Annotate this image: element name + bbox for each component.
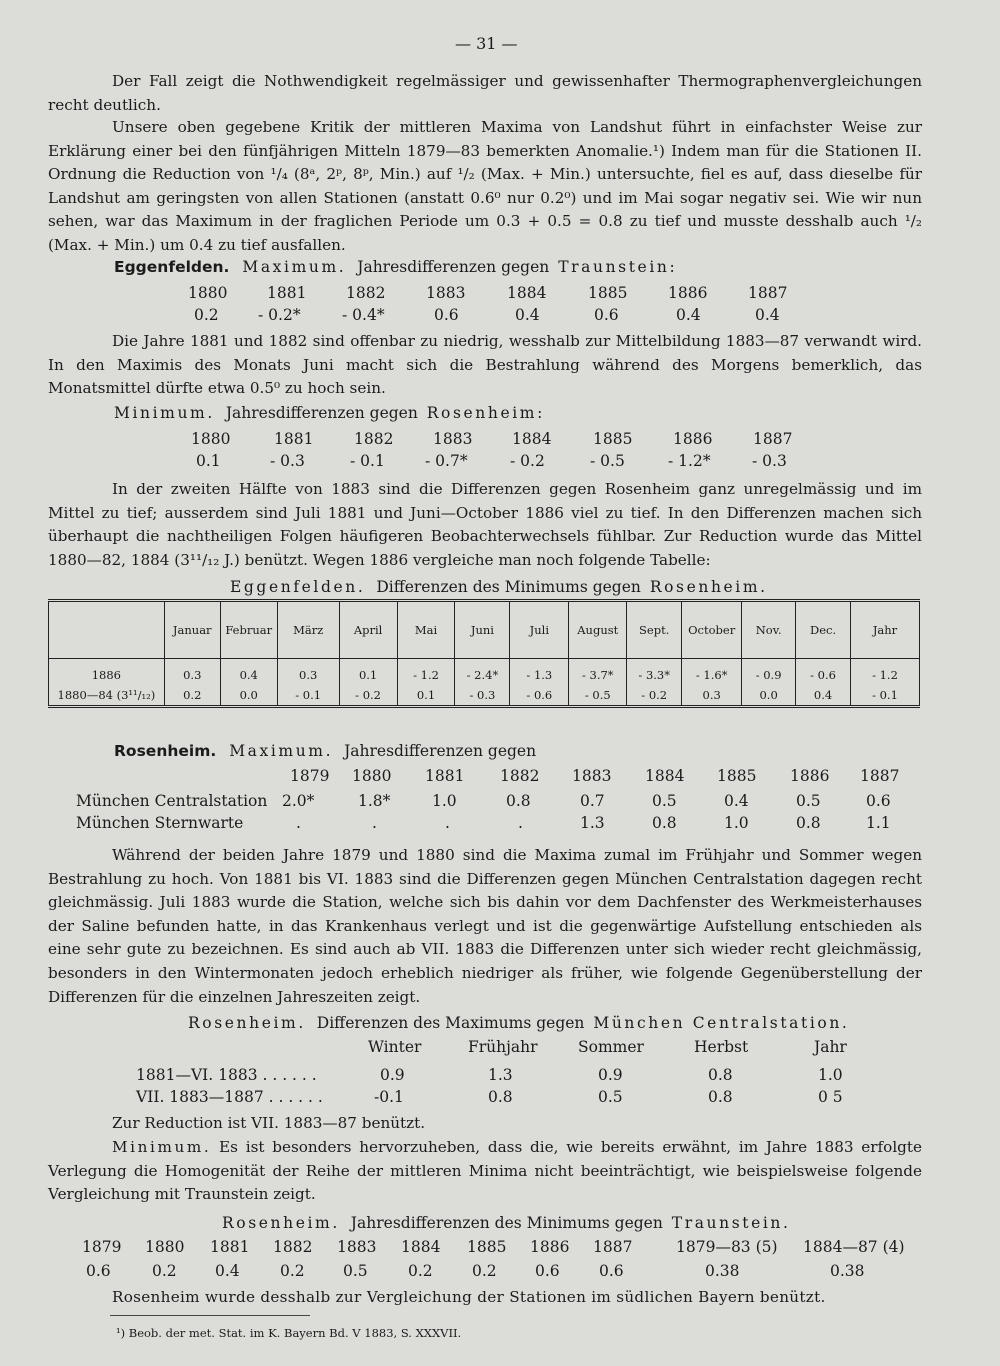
value-cell: . <box>296 814 301 832</box>
table-row <box>49 659 920 686</box>
year-cell: 1887 <box>748 284 788 302</box>
value-cell: 0.2 <box>194 306 219 324</box>
year-cell: 1884 <box>645 767 685 785</box>
value-cell: 0.6 <box>86 1262 111 1280</box>
value-cell: - 1.2* <box>668 452 711 470</box>
value-cell: 0.6 <box>599 1262 624 1280</box>
caption-text: Differenzen des Minimums gegen <box>376 578 641 596</box>
value-cell: 0.6 <box>594 306 619 324</box>
paragraph-2: Unsere oben gegebene Kritik der mittleren Maxima von Landshut führt in einfachster Weise zur Erklärung einer bei den fünfjährigen Mitteln 1879—83 bemerkten Anomalie.¹) Indem man für die Stationen II. Ordnung die Reduction von ¹/₄ (8ᵃ, 2ᵖ, 8ᵖ, Min.) auf ¹/₂ (Max. + Min.) untersuchte, fiel es auf, dass dieselbe für Landshut am geringsten von allen Stationen (anstatt 0.6⁰ nur 0.2⁰) und im Mai sogar negativ sei. Wie wir nun sehen, war das Maximum in der fraglichen Periode um 0.3 + 0.5 = 0.8 zu tief und musste desshalb auch ¹/₂ (Max. + Min.) um 0.4 zu tief ausfallen. <box>48 118 922 254</box>
column-header: April <box>339 602 397 659</box>
table-cell: 0.3 <box>164 659 220 686</box>
row-label: München Centralstation <box>76 792 268 810</box>
year-cell: 1881 <box>210 1238 250 1256</box>
value-cell: 0.8 <box>652 814 677 832</box>
column-header: Januar <box>164 602 220 659</box>
year-cell: 1887 <box>753 430 793 448</box>
value-cell: - 0.7* <box>425 452 468 470</box>
value-cell: 0.5 <box>796 792 821 810</box>
column-header: August <box>569 602 627 659</box>
table-cell: 0.1 <box>339 659 397 686</box>
year-cell: 1885 <box>717 767 757 785</box>
value-cell: . <box>372 814 377 832</box>
row-label: München Sternwarte <box>76 814 244 832</box>
page-number: — 31 — <box>455 34 518 53</box>
year-cell: 1884 <box>507 284 547 302</box>
year-cell: 1883 <box>337 1238 377 1256</box>
value-cell: - 0.2* <box>258 306 301 324</box>
value-cell: 1.0 <box>818 1066 843 1084</box>
value-cell: 0.5 <box>652 792 677 810</box>
station-name: Rosenheim. <box>114 742 217 760</box>
value-cell: 0.5 <box>343 1262 368 1280</box>
table-row <box>49 685 920 707</box>
value-cell: 0.9 <box>598 1066 623 1084</box>
value-cell: 0.4 <box>724 792 749 810</box>
value-cell: 0.9 <box>380 1066 405 1084</box>
year-cell: 1883 <box>426 284 466 302</box>
row-label: 1886 <box>49 659 165 686</box>
column-header: Frühjahr <box>468 1038 538 1056</box>
value-cell: 0.2 <box>472 1262 497 1280</box>
year-cell: 1882 <box>346 284 386 302</box>
measure-kind: Minimum. <box>112 1138 212 1156</box>
row-label: VII. 1883—1887 . . . . . . <box>136 1088 323 1106</box>
year-cell: 1881 <box>425 767 465 785</box>
column-header: Juni <box>455 602 510 659</box>
paragraph-7-text: Es ist besonders hervorzuheben, dass die, wie bereits erwähnt, im Jahre 1883 erfolgte Verlegung die Homogenität der Reihe der mittleren Minima nicht beeinträchtigt, wie beispielsweise folgende Vergleichung mit Traunstein zeigt. <box>48 1138 922 1204</box>
row-label: 1881—VI. 1883 . . . . . . <box>136 1066 317 1084</box>
table-cell: - 0.2 <box>339 685 397 707</box>
table-cell: - 0.9 <box>742 659 796 686</box>
table-cell: 0.2 <box>164 685 220 707</box>
table-header-row <box>49 602 920 659</box>
footnote: ¹) Beob. der met. Stat. im K. Bayern Bd. V 1883, S. XXXVII. <box>116 1326 462 1340</box>
column-header: Dec. <box>796 602 851 659</box>
value-cell: 1.0 <box>432 792 457 810</box>
station-name: Rosenheim. <box>188 1014 306 1032</box>
year-cell: 1884 <box>512 430 552 448</box>
value-cell: 0.8 <box>708 1066 733 1084</box>
value-cell: 1.3 <box>580 814 605 832</box>
value-cell: . <box>445 814 450 832</box>
reference-station: Traunstein. <box>671 1214 791 1232</box>
year-cell: 1882 <box>500 767 540 785</box>
value-cell: 0.2 <box>152 1262 177 1280</box>
paragraph-3: Die Jahre 1881 und 1882 sind offenbar zu niedrig, wesshalb zur Mittelbildung 1883—87 verwandt wird. In den Maximis des Monats Juni macht sich die Bestrahlung während des Morgens bemerklich, das Monatsmittel dürfte etwa 0.5⁰ zu hoch sein. <box>48 332 922 398</box>
season-table-caption <box>188 1014 849 1032</box>
column-header: Mai <box>397 602 455 659</box>
year-cell: 1886 <box>668 284 708 302</box>
value-cell: 0.2 <box>408 1262 433 1280</box>
column-header: März <box>277 602 339 659</box>
value-cell: 0.38 <box>705 1262 740 1280</box>
heading-text: Jahresdifferenzen gegen <box>225 404 418 422</box>
measure-kind: Maximum. <box>242 258 347 276</box>
year-cell: 1879 <box>82 1238 122 1256</box>
value-cell: 0.2 <box>280 1262 305 1280</box>
table-cell: - 0.2 <box>627 685 682 707</box>
value-cell: 1.8* <box>358 792 391 810</box>
reference-station: Rosenheim. <box>649 578 768 596</box>
year-cell: 1880 <box>145 1238 185 1256</box>
value-cell: 0.8 <box>708 1088 733 1106</box>
table-cell: - 0.3 <box>455 685 510 707</box>
column-header: Juli <box>510 602 569 659</box>
reference-station: München Centralstation. <box>593 1014 850 1032</box>
table-cell: 0.4 <box>220 659 277 686</box>
year-cell: 1881 <box>267 284 307 302</box>
table-cell: - 0.1 <box>851 685 920 707</box>
table-cell: 0.1 <box>397 685 455 707</box>
value-cell: - 0.1 <box>350 452 385 470</box>
value-cell: - 0.3 <box>270 452 305 470</box>
table-cell: - 1.2 <box>851 659 920 686</box>
year-cell: 1887 <box>860 767 900 785</box>
year-cell: 1885 <box>467 1238 507 1256</box>
value-cell: 0.38 <box>830 1262 865 1280</box>
year-cell: 1880 <box>188 284 228 302</box>
column-header: Nov. <box>742 602 796 659</box>
column-header: Jahr <box>814 1038 847 1056</box>
caption-text: Jahresdifferenzen des Minimums gegen <box>350 1214 663 1232</box>
table-cell: - 3.7* <box>569 659 627 686</box>
year-cell: 1886 <box>673 430 713 448</box>
year-cell: 1881 <box>274 430 314 448</box>
column-header <box>49 602 165 659</box>
value-cell: 2.0* <box>282 792 315 810</box>
paragraph-7 <box>48 1136 922 1207</box>
value-cell: 0.4 <box>515 306 540 324</box>
eggenfelden-max-heading <box>114 258 677 276</box>
measure-kind: Maximum. <box>229 742 334 760</box>
table-cell: 0.4 <box>796 685 851 707</box>
table-cell: - 2.4* <box>455 659 510 686</box>
reference-station: Rosenheim: <box>426 404 545 422</box>
paragraph-6: Zur Reduction ist VII. 1883—87 benützt. <box>112 1114 426 1132</box>
value-cell: 1.0 <box>724 814 749 832</box>
value-cell: 0.8 <box>796 814 821 832</box>
monthly-table-caption <box>230 578 768 596</box>
value-cell: 0.5 <box>598 1088 623 1106</box>
paragraph-4: In der zweiten Hälfte von 1883 sind die Differenzen gegen Rosenheim ganz unregelmässig und im Mittel zu tief; ausserdem sind Juli 1881 und Juni—October 1886 viel zu tief. In den Differenzen machen sich überhaupt die nachtheiligen Folgen häufigeren Beobachterwechsels fühlbar. Zur Reduction wurde das Mittel 1880—82, 1884 (3¹¹/₁₂ J.) benützt. Wegen 1886 vergleiche man noch folgende Tabelle: <box>48 480 922 569</box>
value-cell: - 0.4* <box>342 306 385 324</box>
table-cell: - 0.6 <box>796 659 851 686</box>
heading-text: Jahresdifferenzen gegen <box>357 258 550 276</box>
value-cell: -0.1 <box>374 1088 404 1106</box>
year-cell: 1885 <box>588 284 628 302</box>
table-cell: - 1.2 <box>397 659 455 686</box>
year-cell: 1883 <box>572 767 612 785</box>
year-cell: 1880 <box>191 430 231 448</box>
value-cell: 0.4 <box>676 306 701 324</box>
table-cell: 0.3 <box>277 659 339 686</box>
eggenfelden-min-heading <box>114 404 545 422</box>
station-name: Rosenheim. <box>222 1214 340 1232</box>
year-cell: 1882 <box>354 430 394 448</box>
measure-kind: Minimum. <box>114 404 215 422</box>
table-cell: - 0.5 <box>569 685 627 707</box>
value-cell: 0.6 <box>866 792 891 810</box>
value-cell: 0.4 <box>755 306 780 324</box>
table-cell: - 0.1 <box>277 685 339 707</box>
rosenheim-max-heading <box>114 742 536 760</box>
rosenheim-min-caption <box>222 1214 791 1232</box>
value-cell: - 0.2 <box>510 452 545 470</box>
value-cell: . <box>518 814 523 832</box>
table-cell: - 1.3 <box>510 659 569 686</box>
column-header: Winter <box>368 1038 422 1056</box>
year-cell: 1883 <box>433 430 473 448</box>
heading-text: Jahresdifferenzen gegen <box>344 742 537 760</box>
column-header: October <box>682 602 742 659</box>
year-cell: 1884—87 (4) <box>803 1238 905 1256</box>
paragraph-5: Während der beiden Jahre 1879 und 1880 sind die Maxima zumal im Frühjahr und Sommer wegen Bestrahlung zu hoch. Von 1881 bis VI. 1883 sind die Differenzen gegen München Centralstation dagegen recht gleichmässig. Juli 1883 wurde die Station, welche sich bis dahin vor dem Dachfenster des Werkmeisterhauses der Saline befunden hatte, in das Krankenhaus verlegt und ist die gegenwärtige Aufstellung entschieden als eine sehr gute zu bezeichnen. Es sind auch ab VII. 1883 die Differenzen unter sich wieder recht gleichmässig, besonders in den Wintermonaten jedoch erheblich niedriger als früher, wie folgende Gegenüberstellung der Differenzen für die einzelnen Jahreszeiten zeigt. <box>48 846 922 1006</box>
year-cell: 1886 <box>530 1238 570 1256</box>
caption-text: Differenzen des Maximums gegen <box>316 1014 585 1032</box>
value-cell: 1.3 <box>488 1066 513 1084</box>
column-header: Jahr <box>851 602 920 659</box>
table-cell: - 1.6* <box>682 659 742 686</box>
year-cell: 1885 <box>593 430 633 448</box>
value-cell: - 0.3 <box>752 452 787 470</box>
year-cell: 1879—83 (5) <box>676 1238 778 1256</box>
column-header: Sommer <box>578 1038 644 1056</box>
year-cell: 1879 <box>290 767 330 785</box>
value-cell: 0.6 <box>535 1262 560 1280</box>
value-cell: 0.1 <box>196 452 221 470</box>
year-cell: 1882 <box>273 1238 313 1256</box>
value-cell: 0.4 <box>215 1262 240 1280</box>
row-label: 1880—84 (3¹¹/₁₂) <box>49 685 165 707</box>
year-cell: 1880 <box>352 767 392 785</box>
table-cell: 0.3 <box>682 685 742 707</box>
value-cell: 0.7 <box>580 792 605 810</box>
table-cell: 0.0 <box>742 685 796 707</box>
table-cell: - 0.6 <box>510 685 569 707</box>
column-header: Februar <box>220 602 277 659</box>
value-cell: - 0.5 <box>590 452 625 470</box>
paragraph-8: Rosenheim wurde desshalb zur Vergleichung der Stationen im südlichen Bayern benützt. <box>112 1288 826 1306</box>
column-header: Herbst <box>694 1038 749 1056</box>
monthly-difference-table <box>48 601 920 708</box>
table-cell: - 3.3* <box>627 659 682 686</box>
column-header: Sept. <box>627 602 682 659</box>
value-cell: 0.6 <box>434 306 459 324</box>
paragraph-1: Der Fall zeigt die Nothwendigkeit regelmässiger und gewissenhafter Thermographenvergleichungen recht deutlich. <box>48 72 922 114</box>
year-cell: 1884 <box>401 1238 441 1256</box>
value-cell: 0.8 <box>488 1088 513 1106</box>
station-name: Eggenfelden. <box>230 578 366 596</box>
reference-station: Traunstein: <box>558 258 678 276</box>
station-name: Eggenfelden. <box>114 258 230 276</box>
year-cell: 1887 <box>593 1238 633 1256</box>
value-cell: 1.1 <box>866 814 891 832</box>
table-cell: 0.0 <box>220 685 277 707</box>
value-cell: 0.8 <box>506 792 531 810</box>
year-cell: 1886 <box>790 767 830 785</box>
value-cell: 0 5 <box>818 1088 843 1106</box>
footnote-rule <box>110 1315 310 1316</box>
